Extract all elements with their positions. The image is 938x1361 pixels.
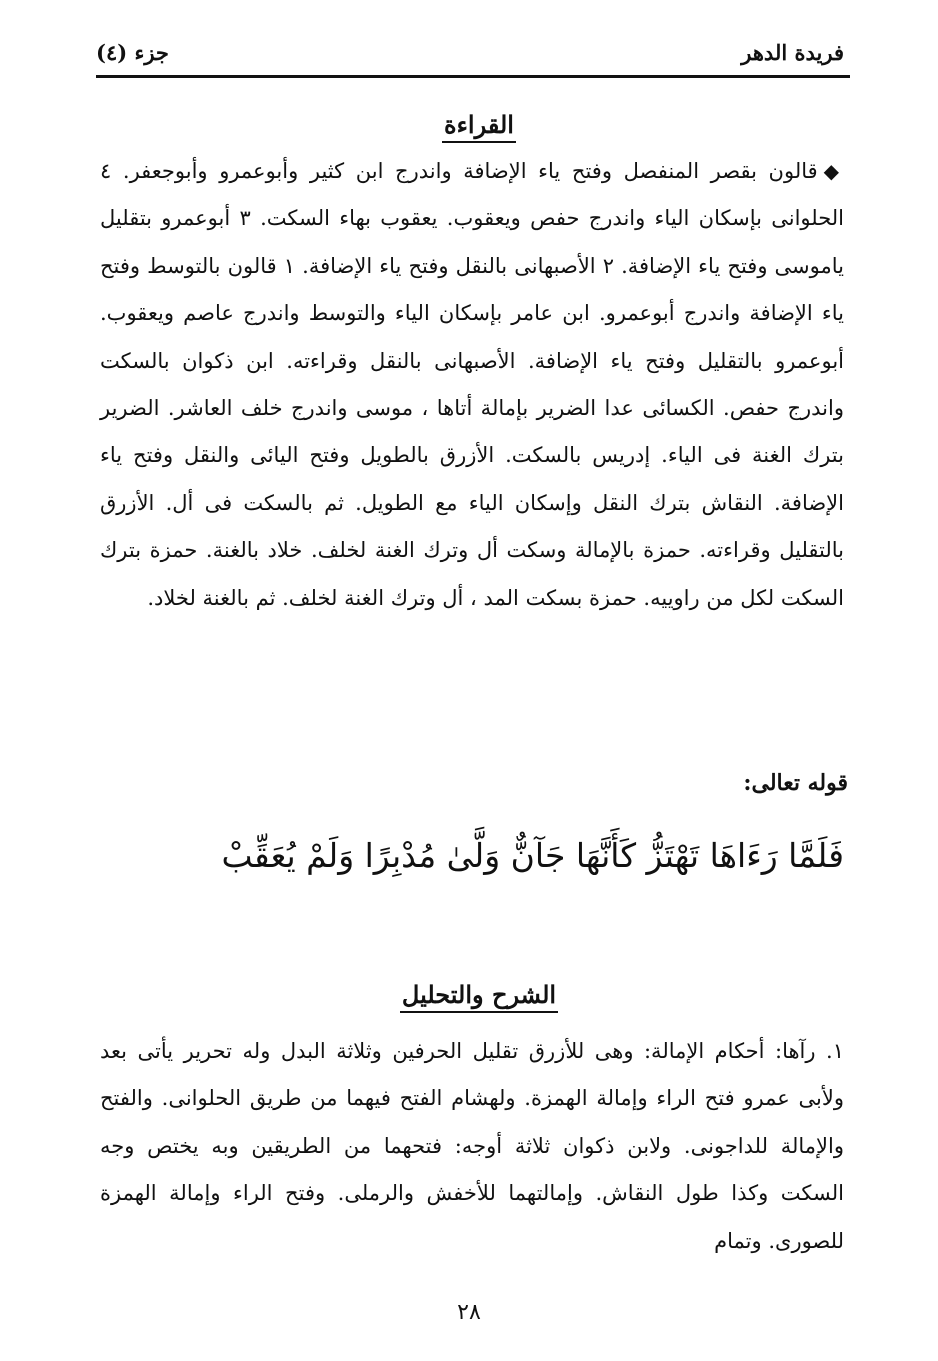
quran-verse: فَلَمَّا رَءَاهَا تَهْتَزُّ كَأَنَّهَا جَآنٌّ وَلَّىٰ مُدْبِرًا وَلَمْ يُعَقِّبْ	[221, 836, 844, 875]
part-number: جزء (٤)	[96, 40, 169, 65]
diamond-bullet-icon: ◆	[823, 159, 844, 183]
verse-intro: قوله تعالى:	[743, 770, 848, 796]
section-title-qiraah	[10, 110, 938, 139]
book-title: فريدة الدهر	[741, 40, 844, 65]
header-rule	[96, 75, 850, 78]
section-title-sharh-text: الشرح والتحليل	[400, 980, 558, 1013]
section-title-qiraah-text: القراءة	[442, 110, 516, 143]
running-header	[96, 36, 848, 72]
page-number: ٢٨	[457, 1300, 481, 1325]
sharh-paragraph: ١. رآها: أحكام الإمالة: وهى للأزرق تقليل الحرفين وثلاثة البدل وله تحرير يأتى بعد ولأبى عمرو فتح الراء وإمالة الهمزة. ولهشام الفتح فيهما من طريق الحلوانى. والفتح والإمالة للداجونى. ولابن ذكوان ثلاثة أوجه: فتحهما من الطريقين وبه يختص وجه السكت وكذا طول النقاش. وإمالتهما للأخفش والرملى. وفتح الراء وإمالة الهمزة للصورى. وتمام	[100, 1039, 844, 1253]
section-title-sharh	[10, 980, 938, 1009]
qiraah-text: قالون بقصر المنفصل وفتح ياء الإضافة واندرج ابن كثير وأبوعمرو وأبوجعفر. ٤ الحلوانى بإسكان الياء واندرج حفص ويعقوب. يعقوب بهاء السكت. ٣ أبوعمرو بتقليل ياموسى وفتح ياء الإضافة. ٢ الأصبهانى بالنقل وفتح ياء الإضافة. ١ قالون بالتوسط وفتح ياء الإضافة واندرج أبوعمرو. ابن عامر بإسكان الياء والتوسط واندرج عاصم ويعقوب. أبوعمرو بالتقليل وفتح ياء الإضافة. الأصبهانى بالنقل وقراءته. ابن ذكوان بالسكت واندرج حفص. الكسائى عدا الضرير بإمالة أتاها ، موسى واندرج خلف العاشر. الضرير بترك الغنة فى الياء. إدريس بالسكت. الأزرق بالطويل وفتح اليائى والنقل وفتح ياء الإضافة. النقاش بترك النقل وإسكان الياء مع الطويل. ثم بالسكت فى أل. الأزرق بالتقليل وقراءته. حمزة بالإمالة وسكت أل وترك الغنة لخلف. خلاد بالغنة. حمزة بترك السكت لكل من راوييه. حمزة بسكت المد ، أل وترك الغنة لخلف. ثم بالغنة لخلاد.	[100, 159, 844, 610]
qiraah-paragraph	[100, 148, 844, 622]
